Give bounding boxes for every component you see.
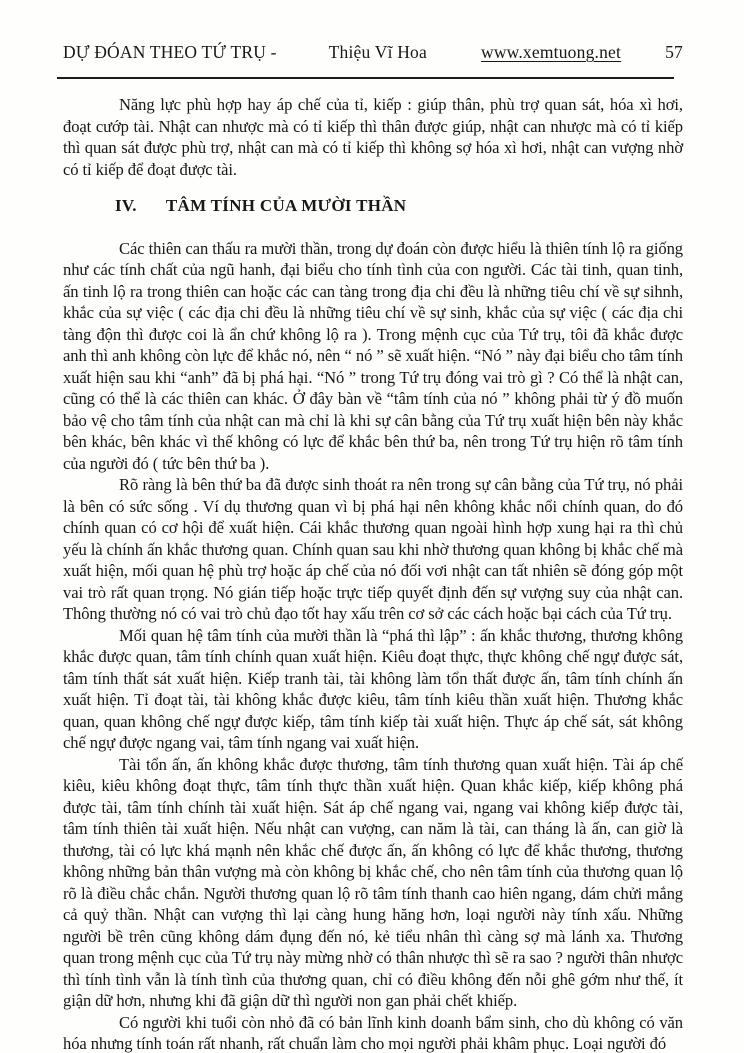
body-paragraph-1: Năng lực phù hợp hay áp chế của tỉ, kiếp : giúp thân, phù trợ quan sát, hóa xì hơi, đoạt cướp tài. Nhật can nhược mà có tỉ kiếp thì thân được giúp, nhật can nhược mà có tỉ kiếp thì quan sát được phù trợ, nhật can mà có tỉ kiếp thì không sợ hóa xì hơi, nhật can vượng nhờ có tỉ kiếp để đoạt được tài. — [63, 95, 683, 179]
body-paragraph-2: Các thiên can thấu ra mười thần, trong dự đoán còn được hiểu là thiên tính lộ ra giống như các tính chất của ngũ hanh, đại biểu cho tính tình của con người. Các tài tinh, quan tinh, ấn tinh lộ ra trong thiên can hoặc các can tàng trong địa chi đều là những tiêu chí về sự sihnh, khắc của sự việc ( các địa chi đều là những tiêu chí về sự sinh, khắc của sự việc ( các địa chi tàng độn thì được coi là ẩn chứ không lộ ra ). Trong mệnh cục của Tứ trụ, tôi đã khắc được anh thì anh không còn lực để khắc nó, nên “ nó ” sẽ xuất hiện. “Nó ” này đại biểu cho tâm tính xuất hiện sau khi “anh” đã bị phá hại. “Nó ” trong Tứ trụ đóng vai trò gì ? Có thể là nhật can, cũng có thể là các thiên can khác. Ở đây bàn về “tâm tính của nó ” không phải từ ý đồ muốn bảo vệ cho tâm tính của nhật can mà chỉ là khi sự cân bằng của Tứ trụ xuất hiện bên này khắc bên khác, bên khác vì thế không có lực để khắc bên thứ ba, nên trong Tứ trụ hiện rõ tâm tính của người đó ( tức bên thứ ba ). — [63, 238, 683, 473]
body-paragraph-5: Tài tổn ấn, ấn không khắc được thương, tâm tính thương quan xuất hiện. Tài áp chế kiêu, kiêu không đoạt thực, tâm tính thực thần xuất hiện. Quan khắc kiếp, kiếp không phá được tài, tâm tính chính tài xuất hiện. Sát áp chế ngang vai, ngang vai không kiếp được tài, tâm tính thiên tài xuất hiện. Nếu nhật can vượng, can năm là tài, can tháng là ấn, can giờ là thương, tài có lực khá mạnh nên khắc chế được ấn, ấn không có lực để khắc thương, thương không những bản thân vượng mà còn không bị khắc chế, cho nên tâm tính của thương quan lộ rõ là điều chắc chắn. Người thương quan lộ rõ tâm tính thanh cao hiên ngang, dám chửi mắng cả quỷ thần. Nhật can vượng thì lại càng hung hăng hơn, loại người này tính xấu. Những người bề trên cũng không dám đụng đến nó, kẻ tiểu nhân thì càng sợ mà lánh xa. Thương quan trong mệnh cục của Tứ trụ này mừng nhờ có thân nhược thì sẽ ra sao ? người thân nhược thì tính tình vẫn là tính tình của thương quan, chỉ có điều không đến nỗi ghê gớm như thế, ít giận dữ hơn, nhưng khi đã giận dữ thì người non gan phải chết khiếp. — [63, 754, 683, 1010]
header-divider — [57, 77, 674, 79]
page-header — [63, 42, 683, 63]
body-paragraph-3: Rõ ràng là bên thứ ba đã được sinh thoát ra nên trong sự cân bằng của Tứ trụ, nó phải là bên có sức sống . Ví dụ thương quan vì bị phá hại nên không khắc nổi chính quan, do đó chính quan có cơ hội để xuất hiện. Cái khắc thương quan ngoài hình hợp xung hại ra thì chủ yếu là chính ấn khắc thương quan. Chính quan sau khi nhờ thương quan không bị khắc chế mà xuất hiện, mối quan hệ phù trợ hoặc áp chế của nó đối vơi nhật can tất nhiên sẽ đóng góp một vai trò rất quan trọng. Nó gián tiếp hoặc trực tiếp quyết định đến sự vượng suy của nhật can. Thông thường nó có vai trò chủ đạo tốt hay xấu trên cơ sở các cách hoặc bại cách của Tứ trụ. — [63, 475, 683, 623]
website-link[interactable]: www.xemtuong.net — [480, 42, 622, 62]
section-heading — [115, 195, 683, 217]
author-name: Thiệu Vĩ Hoa — [328, 42, 427, 62]
page-number: 57 — [665, 42, 683, 62]
section-number: IV. — [115, 196, 137, 215]
book-title: DỰ ĐÓAN THEO TỨ TRỤ - — [63, 42, 277, 62]
body-paragraph-6: Có người khi tuổi còn nhỏ đã có bản lĩnh kinh doanh bẩm sinh, cho dù không có văn hóa nhưng tính toán rất nhanh, rất chuẩn làm cho mọi người phải khâm phục. Loại người đó — [63, 1012, 683, 1053]
section-title: TÂM TÍNH CỦA MƯỜI THẦN — [165, 196, 407, 215]
page-body — [63, 94, 683, 1053]
body-paragraph-4: Mối quan hệ tâm tính của mười thần là “phá thì lập” : ấn khắc thương, thương không khắc được quan, tâm tính chính quan xuất hiện. Kiêu đoạt thực, thực không chế ngự được sát, tâm tính thất sát xuất hiện. Kiếp tranh tài, tài không làm tổn thất được ấn, tâm tính chính ấn xuất hiện. Tỉ đoạt tài, tài không khắc được kiêu, tâm tính kiêu thần xuất hiện. Thương khắc quan, quan không chế ngự được kiếp, tâm tính kiếp tài xuất hiện. Thực áp chế sát, sát không chế ngự được ngang vai, tâm tính ngang vai xuất hiện. — [63, 625, 683, 752]
